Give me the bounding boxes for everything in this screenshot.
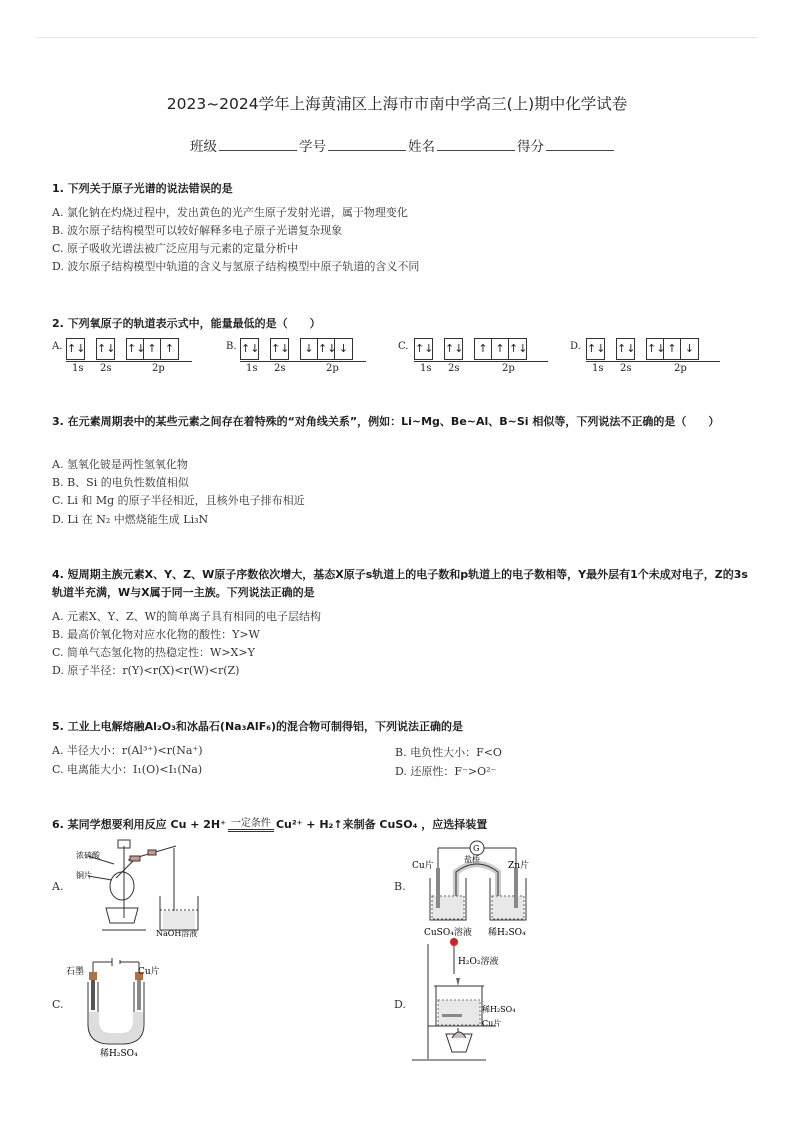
sublevel-label: 2p: [502, 363, 515, 374]
q6-stem-post: Cu²⁺ + H₂↑来制备 CuSO₄ ，应选择装置: [275, 818, 488, 831]
sublevel-label: 2s: [620, 363, 632, 374]
name-blank[interactable]: [437, 137, 515, 151]
q6-stem-pre: 6. 某同学想要利用反应 Cu + 2H⁺: [52, 818, 226, 831]
cu-sheet-label: Cu片: [412, 861, 434, 871]
score-blank[interactable]: [546, 137, 614, 151]
orbital-1s: ↑↓: [67, 342, 86, 355]
orbital-2p: ↓: [301, 339, 318, 359]
orbital-1s: ↑↓: [241, 342, 260, 355]
zn-sheet-label: Zn片: [508, 861, 530, 871]
orbital-2p: ↑: [492, 339, 509, 359]
sublevel-label: 1s: [246, 363, 258, 374]
class-label: 班级: [190, 139, 217, 155]
dilute-h2so4-label: 稀H₂SO₄: [488, 928, 526, 938]
orbital-2s: ↑↓: [271, 342, 290, 355]
q5-option-a[interactable]: A. 半径大小：r(Al³⁺)<r(Na⁺): [52, 744, 203, 757]
sublevel-label: 2p: [152, 363, 165, 374]
graphite-label: 石墨: [66, 967, 85, 977]
question-1-stem: 1. 下列关于原子光谱的说法错误的是: [52, 182, 233, 195]
apparatus-d-diagram: [406, 934, 556, 1074]
q3-option-d[interactable]: D. Li 在 N₂ 中燃烧能生成 Li₃N: [52, 513, 209, 526]
q4-option-b[interactable]: B. 最高价氧化物对应水化物的酸性：Y>W: [52, 628, 260, 641]
sublevel-label: 2s: [100, 363, 112, 374]
reaction-condition: 一定条件: [228, 818, 274, 832]
q2-option-a[interactable]: [52, 338, 202, 378]
orbital-2p: ↑↓: [509, 342, 528, 355]
question-2-stem: 2. 下列氧原子的轨道表示式中，能量最低的是（ ）: [52, 317, 321, 330]
cu-sheet-label: Cu片: [138, 967, 160, 977]
q5-option-d[interactable]: D. 还原性：F⁻>O²⁻: [395, 765, 497, 778]
orbital-2p: ↑: [664, 339, 681, 359]
name-label: 姓名: [408, 139, 435, 155]
page-title: 2023~2024学年上海黄浦区上海市市南中学高三(上)期中化学试卷: [166, 95, 628, 113]
q2-option-c[interactable]: [398, 338, 558, 378]
q6-option-d-label[interactable]: D.: [394, 998, 406, 1011]
orbital-2s: ↑↓: [97, 342, 116, 355]
q3-option-c[interactable]: C. Li 和 Mg 的原子半径相近，且核外电子排布相近: [52, 494, 305, 507]
orbital-2p: ↑: [475, 339, 492, 359]
dilute-h2so4-label: 稀H₂SO₄: [100, 1049, 138, 1058]
top-rule: [36, 37, 758, 38]
dilute-h2so4-label: 稀H₂SO₄: [482, 1005, 516, 1014]
orbital-2p: ↓: [684, 342, 695, 355]
orbital-2s: ↑↓: [445, 342, 464, 355]
sublevel-label: 1s: [592, 363, 604, 374]
sublevel-label: 1s: [72, 363, 84, 374]
score-label: 得分: [517, 139, 544, 155]
q2-option-b[interactable]: [226, 338, 376, 378]
q2-b-label: B.: [226, 341, 237, 352]
orbital-2p: ↑: [164, 342, 175, 355]
copper-sheet-label: 铜片: [76, 871, 92, 880]
question-3-stem: 3. 在元素周期表中的某些元素之间存在着特殊的“对角线关系”，例如：Li~Mg、Be~Al、B~Si 相似等，下列说法不正确的是（ ）: [52, 415, 720, 428]
q2-d-label: D.: [570, 341, 581, 352]
q4-option-a[interactable]: A. 元素X、Y、Z、W的简单离子具有相同的电子层结构: [52, 610, 321, 623]
q1-option-b[interactable]: B. 波尔原子结构模型可以较好解释多电子原子光谱复杂现象: [52, 224, 343, 237]
q1-option-d[interactable]: D. 波尔原子结构模型中轨道的含义与氢原子结构模型中原子轨道的含义不同: [52, 260, 420, 273]
conc-sulfuric-acid-label: 浓硫酸: [76, 851, 100, 860]
h2o2-solution-label: H₂O₂溶液: [458, 957, 499, 967]
orbital-baseline: [586, 361, 720, 362]
naoh-solution-label: NaOH溶液: [156, 929, 198, 938]
q2-option-d[interactable]: [570, 338, 730, 378]
galvanometer-label: G: [473, 844, 480, 853]
cuso4-solution-label: CuSO₄溶液: [424, 928, 472, 938]
q6-option-a-label[interactable]: A.: [52, 880, 64, 893]
class-blank[interactable]: [219, 137, 297, 151]
q5-option-b[interactable]: B. 电负性大小：F<O: [395, 746, 502, 759]
q4-option-c[interactable]: C. 简单气态氢化物的热稳定性：W>X>Y: [52, 646, 255, 659]
orbital-baseline: [66, 361, 192, 362]
orbital-2s: ↑↓: [617, 342, 636, 355]
salt-bridge-label: 盐桥: [464, 855, 480, 864]
student-info-line: [190, 135, 616, 155]
sublevel-label: 2s: [274, 363, 286, 374]
cu-sheet-label: Cu片: [482, 1019, 502, 1028]
q1-option-c[interactable]: C. 原子吸收光谱法被广泛应用与元素的定量分析中: [52, 242, 299, 255]
apparatus-b-diagram: [408, 838, 558, 943]
sublevel-label: 1s: [420, 363, 432, 374]
question-4-stem: 4. 短周期主族元素X、Y、Z、W原子序数依次增大，基态X原子s轨道上的电子数和p轨道上的电子数相等，Y最外层有1个未成对电子，Z的3s轨道半充满，W与X属于同一主族。下列说法正确的是: [52, 568, 748, 599]
q6-option-c-label[interactable]: C.: [52, 998, 64, 1011]
orbital-baseline: [240, 361, 366, 362]
sublevel-label: 2p: [674, 363, 687, 374]
orbital-baseline: [414, 361, 548, 362]
q2-c-label: C.: [398, 341, 409, 352]
q3-option-b[interactable]: B. B、Si 的电负性数值相似: [52, 476, 189, 489]
student-id-blank[interactable]: [328, 137, 406, 151]
orbital-2p: ↑: [144, 339, 161, 359]
q2-a-label: A.: [52, 341, 63, 352]
apparatus-c-diagram: [66, 958, 176, 1058]
question-5-stem: 5. 工业上电解熔融Al₂O₃和冰晶石(Na₃AlF₆)的混合物可制得铝，下列说法正确的是: [52, 720, 464, 733]
question-6-stem: [52, 816, 487, 832]
sublevel-label: 2s: [448, 363, 460, 374]
orbital-2p: ↓: [338, 342, 349, 355]
q4-option-d[interactable]: D. 原子半径：r(Y)<r(X)<r(W)<r(Z): [52, 664, 240, 677]
student-id-label: 学号: [299, 139, 326, 155]
q3-option-a[interactable]: A. 氢氧化铍是两性氢氧化物: [52, 458, 188, 471]
orbital-2p: ↑↓: [647, 339, 664, 359]
orbital-2p: ↑↓: [127, 339, 144, 359]
orbital-1s: ↑↓: [587, 342, 606, 355]
q6-option-b-label[interactable]: B.: [394, 880, 406, 893]
q5-option-c[interactable]: C. 电离能大小：I₁(O)<I₁(Na): [52, 763, 203, 776]
orbital-2p: ↑↓: [318, 339, 335, 359]
sublevel-label: 2p: [326, 363, 339, 374]
orbital-1s: ↑↓: [415, 342, 434, 355]
q1-option-a[interactable]: A. 氯化钠在灼烧过程中，发出黄色的光产生原子发射光谱，属于物理变化: [52, 206, 408, 219]
apparatus-a-diagram: [66, 838, 216, 938]
